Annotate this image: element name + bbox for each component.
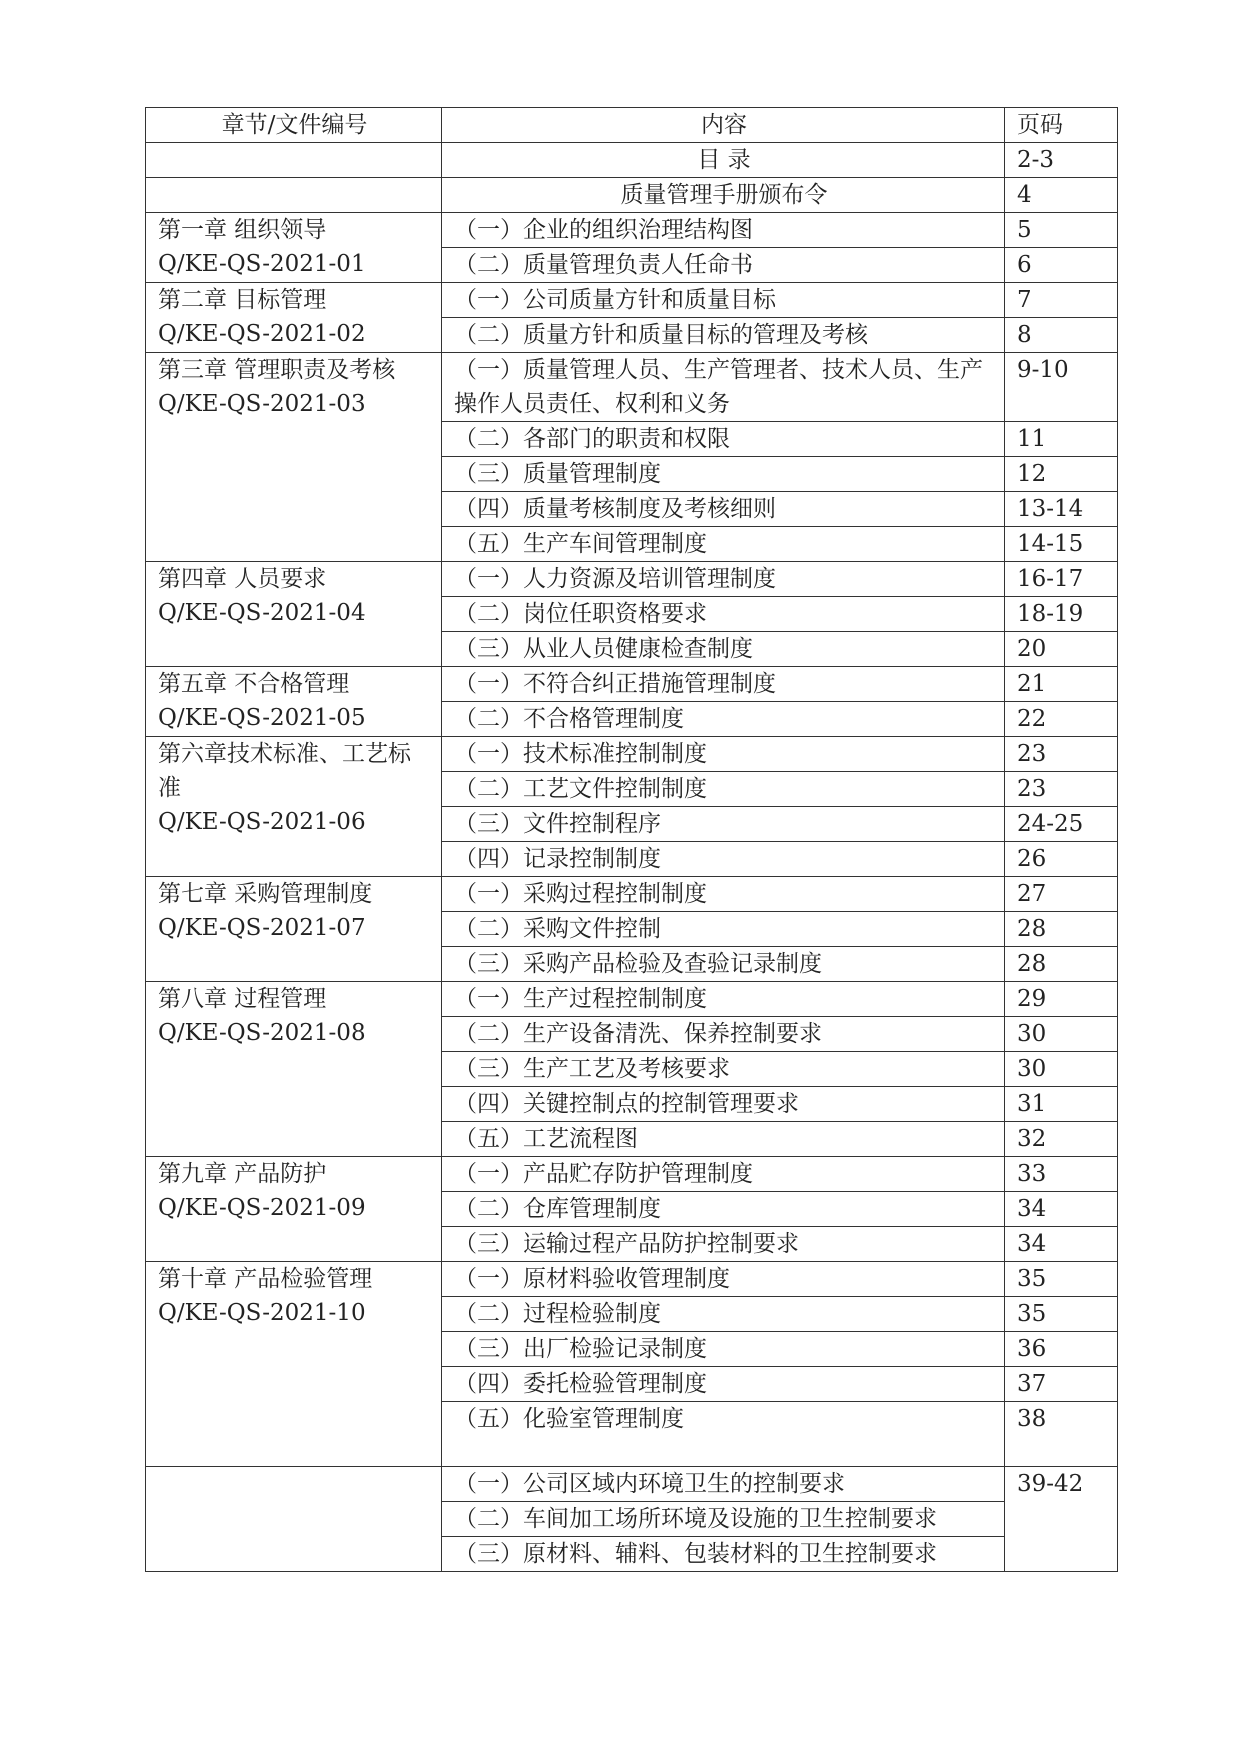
- chapter-code: Q/KE-QS-2021-02: [158, 321, 366, 347]
- page-number: 28: [1005, 912, 1118, 947]
- section-item: （一）采购过程控制制度: [442, 877, 1005, 912]
- chapter-title: 第六章技术标准、工艺标准: [158, 741, 411, 801]
- chapter-code: Q/KE-QS-2021-10: [158, 1300, 366, 1326]
- page-number: 24-25: [1005, 807, 1118, 842]
- header-page: 页码: [1005, 108, 1118, 143]
- section-item: （三）文件控制程序: [442, 807, 1005, 842]
- page-number: 30: [1005, 1052, 1118, 1087]
- chapter-cell: [146, 877, 442, 982]
- chapter-title: 第九章 产品防护: [158, 1161, 327, 1187]
- page-number: 35: [1005, 1297, 1118, 1332]
- hygiene-item: （一）公司区域内环境卫生的控制要求: [442, 1467, 1005, 1502]
- hygiene-row: [146, 1467, 1118, 1502]
- chapter-title: 第一章 组织领导: [158, 217, 327, 243]
- chapter-code: Q/KE-QS-2021-07: [158, 915, 366, 941]
- section-item: （五）生产车间管理制度: [442, 527, 1005, 562]
- chapter-title: 第四章 人员要求: [158, 566, 327, 592]
- toc-title: 目 录: [442, 143, 1005, 178]
- page-number: 7: [1005, 283, 1118, 318]
- section-item: （一）企业的组织治理结构图: [442, 213, 1005, 248]
- page-number: 26: [1005, 842, 1118, 877]
- section-item: （三）运输过程产品防护控制要求: [442, 1227, 1005, 1262]
- page-number: 12: [1005, 457, 1118, 492]
- section-item: （四）记录控制制度: [442, 842, 1005, 877]
- chapter-item-row: [146, 1262, 1118, 1297]
- page-number: 14-15: [1005, 527, 1118, 562]
- section-item: （二）工艺文件控制制度: [442, 772, 1005, 807]
- page-number: 23: [1005, 772, 1118, 807]
- page-number: 36: [1005, 1332, 1118, 1367]
- page-number: 4: [1005, 178, 1118, 213]
- chapter-cell: [146, 213, 442, 283]
- chapter-cell: [146, 283, 442, 353]
- intro-chapter-cell: [146, 178, 442, 213]
- chapter-item-row: [146, 877, 1118, 912]
- page-number: 35: [1005, 1262, 1118, 1297]
- section-item: （四）关键控制点的控制管理要求: [442, 1087, 1005, 1122]
- section-item: （三）质量管理制度: [442, 457, 1005, 492]
- page-number: 2-3: [1005, 143, 1118, 178]
- section-item: （三）生产工艺及考核要求: [442, 1052, 1005, 1087]
- chapter-title: 第五章 不合格管理: [158, 671, 350, 697]
- section-item: （二）各部门的职责和权限: [442, 422, 1005, 457]
- section-item: （二）仓库管理制度: [442, 1192, 1005, 1227]
- chapter-item-row: [146, 283, 1118, 318]
- section-item: （三）从业人员健康检查制度: [442, 632, 1005, 667]
- hygiene-item: （二）车间加工场所环境及设施的卫生控制要求: [442, 1502, 1005, 1537]
- intro-row: [146, 143, 1118, 178]
- intro-row: [146, 178, 1118, 213]
- section-item: （四）委托检验管理制度: [442, 1367, 1005, 1402]
- page-number: 8: [1005, 318, 1118, 353]
- page-number: 29: [1005, 982, 1118, 1017]
- section-item: （二）不合格管理制度: [442, 702, 1005, 737]
- chapter-code: Q/KE-QS-2021-09: [158, 1195, 366, 1221]
- section-item: （二）岗位任职资格要求: [442, 597, 1005, 632]
- toc-table: [145, 107, 1118, 1572]
- section-item: （五）工艺流程图: [442, 1122, 1005, 1157]
- page-number: 31: [1005, 1087, 1118, 1122]
- chapter-cell: [146, 1262, 442, 1467]
- section-item: （二）采购文件控制: [442, 912, 1005, 947]
- section-item: （三）采购产品检验及查验记录制度: [442, 947, 1005, 982]
- page-number: 11: [1005, 422, 1118, 457]
- page-number: 34: [1005, 1192, 1118, 1227]
- page-number: 27: [1005, 877, 1118, 912]
- page-number: 6: [1005, 248, 1118, 283]
- section-item: （二）质量方针和质量目标的管理及考核: [442, 318, 1005, 353]
- section-item: （五）化验室管理制度: [442, 1402, 1005, 1467]
- page-number: 5: [1005, 213, 1118, 248]
- hygiene-chapter-cell: [146, 1467, 442, 1572]
- chapter-code: Q/KE-QS-2021-01: [158, 251, 366, 277]
- section-item: （三）出厂检验记录制度: [442, 1332, 1005, 1367]
- chapter-title: 第十章 产品检验管理: [158, 1266, 373, 1292]
- section-item: （二）质量管理负责人任命书: [442, 248, 1005, 283]
- chapter-cell: [146, 982, 442, 1157]
- chapter-code: Q/KE-QS-2021-04: [158, 600, 366, 626]
- page-number: 22: [1005, 702, 1118, 737]
- page-number: 33: [1005, 1157, 1118, 1192]
- section-item: （一）公司质量方针和质量目标: [442, 283, 1005, 318]
- hygiene-item: （三）原材料、辅料、包装材料的卫生控制要求: [442, 1537, 1005, 1572]
- page-number: 21: [1005, 667, 1118, 702]
- chapter-code: Q/KE-QS-2021-03: [158, 391, 366, 417]
- page-number: 39-42: [1005, 1467, 1118, 1572]
- page-number: 28: [1005, 947, 1118, 982]
- toc-body: [146, 108, 1118, 1572]
- chapter-code: Q/KE-QS-2021-08: [158, 1020, 366, 1046]
- page-number: 18-19: [1005, 597, 1118, 632]
- chapter-item-row: [146, 353, 1118, 422]
- page-number: 23: [1005, 737, 1118, 772]
- section-item: （二）生产设备清洗、保养控制要求: [442, 1017, 1005, 1052]
- page-number: 38: [1005, 1402, 1118, 1467]
- chapter-item-row: [146, 213, 1118, 248]
- chapter-cell: [146, 353, 442, 562]
- decree-title: 质量管理手册颁布令: [442, 178, 1005, 213]
- page-number: 20: [1005, 632, 1118, 667]
- section-item: （一）产品贮存防护管理制度: [442, 1157, 1005, 1192]
- chapter-item-row: [146, 667, 1118, 702]
- chapter-title: 第八章 过程管理: [158, 986, 327, 1012]
- chapter-item-row: [146, 562, 1118, 597]
- section-item: （一）人力资源及培训管理制度: [442, 562, 1005, 597]
- page-number: 34: [1005, 1227, 1118, 1262]
- chapter-cell: [146, 667, 442, 737]
- chapter-title: 第二章 目标管理: [158, 287, 327, 313]
- chapter-title: 第七章 采购管理制度: [158, 881, 373, 907]
- chapter-code: Q/KE-QS-2021-05: [158, 705, 366, 731]
- chapter-item-row: [146, 1157, 1118, 1192]
- page-number: 13-14: [1005, 492, 1118, 527]
- header-chapter: 章节/文件编号: [146, 108, 442, 143]
- chapter-cell: [146, 1157, 442, 1262]
- chapter-code: Q/KE-QS-2021-06: [158, 809, 366, 835]
- section-item: （一）原材料验收管理制度: [442, 1262, 1005, 1297]
- section-item: （一）质量管理人员、生产管理者、技术人员、生产操作人员责任、权利和义务: [442, 353, 1005, 422]
- section-item: （一）不符合纠正措施管理制度: [442, 667, 1005, 702]
- chapter-cell: [146, 562, 442, 667]
- section-item: （一）生产过程控制制度: [442, 982, 1005, 1017]
- section-item: （四）质量考核制度及考核细则: [442, 492, 1005, 527]
- chapter-item-row: [146, 737, 1118, 772]
- page-number: 30: [1005, 1017, 1118, 1052]
- section-item: （二）过程检验制度: [442, 1297, 1005, 1332]
- header-row: [146, 108, 1118, 143]
- intro-chapter-cell: [146, 143, 442, 178]
- chapter-title: 第三章 管理职责及考核: [158, 357, 396, 383]
- header-content: 内容: [442, 108, 1005, 143]
- page-number: 37: [1005, 1367, 1118, 1402]
- chapter-item-row: [146, 982, 1118, 1017]
- page-number: 9-10: [1005, 353, 1118, 422]
- page-number: 16-17: [1005, 562, 1118, 597]
- page-number: 32: [1005, 1122, 1118, 1157]
- chapter-cell: [146, 737, 442, 877]
- section-item: （一）技术标准控制制度: [442, 737, 1005, 772]
